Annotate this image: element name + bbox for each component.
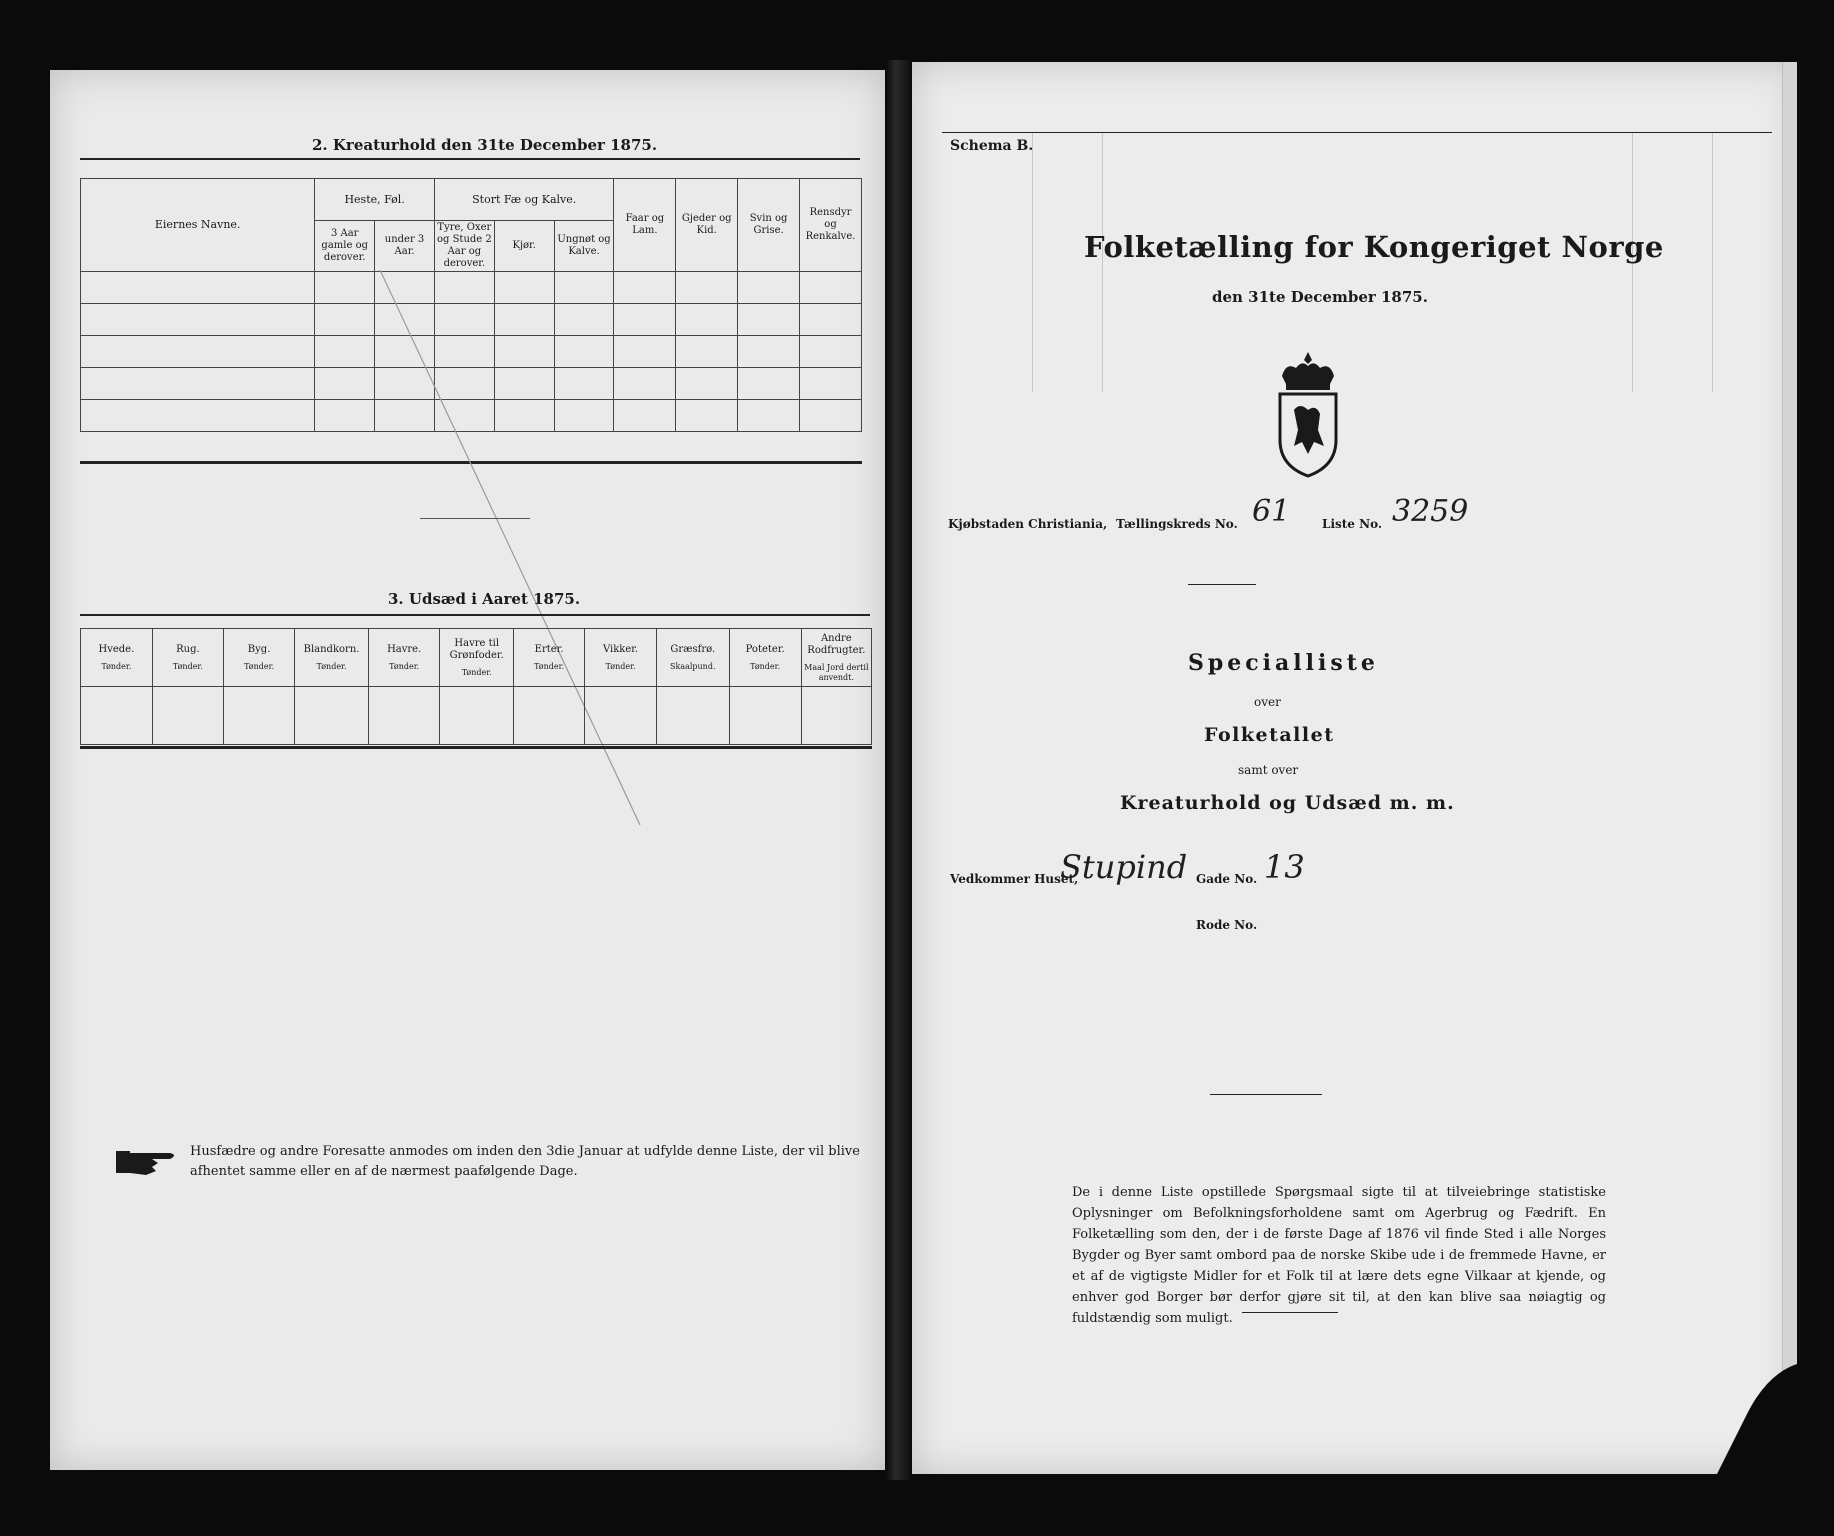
rode-label: Rode No. — [1196, 918, 1258, 932]
district-label: Tællingskreds No. — [1116, 517, 1238, 531]
horses-old-header: 3 Aar gamle og derover. — [315, 221, 375, 272]
top-rule — [942, 132, 1772, 133]
samt-over-label: samt over — [1238, 763, 1299, 777]
sowing-col-header — [152, 629, 223, 687]
list-number: 3259 — [1392, 494, 1469, 529]
section2-top-rule — [80, 158, 860, 160]
sowing-col-header — [656, 629, 729, 687]
bulls-header: Tyre, Oxer og Stude 2 Aar og derover. — [434, 221, 494, 272]
sowing-col-header — [223, 629, 294, 687]
instruction-notice: Husfædre og andre Foresatte anmodes om inden den 3die Januar at udfylde denne Liste, der vil blive afhentet samme eller en af de nærmest paafølgende Dage. — [190, 1144, 860, 1179]
sowing-col-header — [729, 629, 801, 687]
sowing-col-header — [295, 629, 369, 687]
sowing-col-unit: Skaalpund. — [669, 661, 716, 671]
sowing-col-name: Havre. — [387, 643, 422, 655]
sowing-cell — [513, 687, 584, 745]
sowing-col-unit: Tønder. — [534, 661, 565, 671]
separator-2 — [1210, 1094, 1322, 1095]
separator-3 — [1242, 1312, 1338, 1313]
sowing-col-name: Græsfrø. — [670, 643, 716, 655]
sowing-cell — [585, 687, 657, 745]
sowing-col-name: Havre til Grønfoder. — [449, 637, 504, 661]
main-subtitle: den 31te December 1875. — [1212, 288, 1428, 306]
sowing-col-unit: Tønder. — [101, 661, 132, 671]
section3-bottom-rule — [80, 746, 872, 749]
left-page — [50, 70, 885, 1470]
pointing-hand-icon — [116, 1145, 180, 1179]
coat-of-arms-icon — [1268, 350, 1348, 480]
right-page — [912, 62, 1797, 1474]
main-title: Folketælling for Kongeriget Norge — [1084, 230, 1664, 264]
sowing-col-name: Poteter. — [745, 643, 785, 655]
goats-header: Gjeder og Kid. — [676, 179, 738, 272]
list-label: Liste No. — [1322, 517, 1383, 531]
street-name-handwritten: Stupind — [1060, 848, 1188, 886]
house-label: Vedkommer Huset, — [950, 872, 1079, 886]
sowing-cell — [295, 687, 369, 745]
corner-shadow-icon — [1677, 1364, 1797, 1474]
sowing-col-header — [440, 629, 514, 687]
sowing-cell — [81, 687, 153, 745]
sowing-col-unit: Tønder. — [750, 661, 781, 671]
sowing-col-name: Byg. — [247, 643, 271, 655]
sowing-col-unit: Tønder. — [244, 661, 275, 671]
sowing-col-name: Hvede. — [98, 643, 135, 655]
gade-label: Gade No. — [1196, 872, 1258, 886]
sowing-cell — [368, 687, 440, 745]
sowing-col-unit: Tønder. — [172, 661, 203, 671]
sowing-table — [80, 628, 872, 745]
table-row — [81, 687, 872, 745]
sowing-col-name: Andre Rodfrugter. — [807, 632, 866, 656]
sowing-cell — [440, 687, 514, 745]
sowing-col-name: Rug. — [176, 643, 200, 655]
page-edge — [1782, 62, 1797, 1474]
sowing-col-name: Vikker. — [602, 643, 639, 655]
kreaturhold-label: Kreaturhold og Udsæd m. m. — [1120, 792, 1455, 814]
cows-header: Kjør. — [494, 221, 554, 272]
cattle-header: Stort Fæ og Kalve. — [434, 179, 613, 221]
over-label-1: over — [1254, 695, 1281, 709]
owner-column-header: Eiernes Navne. — [81, 179, 315, 272]
city-label: Kjøbstaden Christiania, — [948, 517, 1108, 531]
sowing-col-header — [513, 629, 584, 687]
sowing-col-name: Erter. — [534, 643, 564, 655]
sowing-cell — [152, 687, 223, 745]
book-spine — [886, 60, 910, 1480]
sowing-col-header — [81, 629, 153, 687]
special-list-title: Specialliste — [1188, 650, 1379, 676]
section2-title: 2. Kreaturhold den 31te December 1875. — [312, 136, 658, 154]
calves-header: Ungnøt og Kalve. — [554, 221, 614, 272]
separator-short — [420, 518, 530, 519]
district-number: 61 — [1252, 494, 1291, 529]
separator-1 — [1188, 584, 1256, 585]
sowing-cell — [801, 687, 871, 745]
sowing-col-unit: Tønder. — [461, 667, 492, 677]
sowing-col-header — [368, 629, 440, 687]
explanatory-paragraph: De i denne Liste opstillede Spørgsmaal sigte til at tilveiebringe statistiske Oplysninger om Befolkningsforholdene samt om Agerbrug og Fædrift. En Folketælling som den, der i de første Dage af 1876 vil finde Sted i alle Norges Bygder og Byer samt ombord paa de norske Skibe ude i de fremmede Havne, er et af de vigtigste Midler for et Folk til at lære dets egne Vilkaar at kjende, og enhver god Borger bør derfor gjøre sit til, at den kan blive saa nøiagtig og fuldstændig som muligt. — [1072, 1185, 1606, 1326]
sowing-col-unit: Tønder. — [605, 661, 636, 671]
sowing-col-unit: Tønder. — [316, 661, 347, 671]
gade-number: 13 — [1264, 848, 1305, 886]
section3-top-rule — [80, 614, 870, 616]
sowing-col-unit: Tønder. — [389, 661, 420, 671]
folketallet-label: Folketallet — [1204, 724, 1335, 746]
sowing-cell — [729, 687, 801, 745]
horses-young-header: under 3 Aar. — [375, 221, 435, 272]
horses-header: Heste, Føl. — [315, 179, 435, 221]
reindeer-header: Rensdyr og Renkalve. — [800, 179, 862, 272]
sheep-header: Faar og Lam. — [614, 179, 676, 272]
sowing-cell — [223, 687, 294, 745]
section3-title: 3. Udsæd i Aaret 1875. — [388, 590, 581, 608]
sowing-cell — [656, 687, 729, 745]
pigs-header: Svin og Grise. — [738, 179, 800, 272]
sowing-col-name: Blandkorn. — [303, 643, 360, 655]
sowing-col-header — [585, 629, 657, 687]
schema-label: Schema B. — [950, 138, 1034, 154]
sowing-col-unit: Maal Jord dertil anvendt. — [804, 662, 869, 682]
sowing-col-header — [801, 629, 871, 687]
